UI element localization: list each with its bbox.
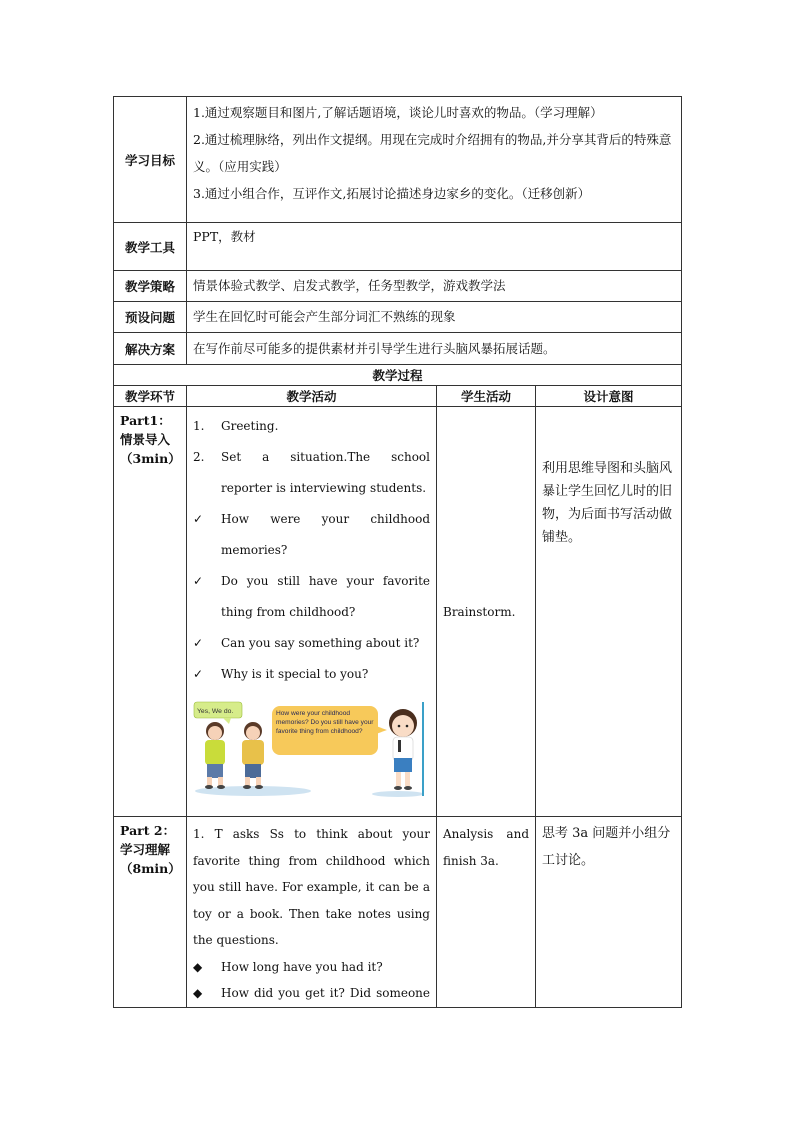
question-text: How were your childhood memories?	[221, 512, 430, 557]
solution-row	[114, 333, 682, 365]
header-design-intent: 设计意图	[536, 386, 682, 407]
objective-3: 3.通过小组合作，互评作文,拓展讨论描述身边家乡的变化。（迁移创新）	[193, 186, 591, 201]
part1-step-1	[193, 411, 430, 442]
diamond-icon: ◆	[193, 959, 203, 974]
part1-question-3	[193, 628, 430, 659]
process-title-row	[114, 365, 682, 386]
part1-duration: （3min）	[120, 451, 181, 466]
problems-value: 学生在回忆时可能会产生部分词汇不熟练的现象	[187, 302, 682, 333]
part2-student-activity: Analysis and finish 3a.	[437, 817, 536, 1008]
objectives-label: 学习目标	[114, 97, 187, 223]
objective-2: 2.通过梳理脉络，列出作文提纲。用现在完成时介绍拥有的物品,并分享其背后的特殊意义。（应用实践）	[193, 132, 672, 174]
step-text: Greeting.	[221, 419, 279, 433]
strategy-label: 教学策略	[114, 271, 187, 302]
solution-value: 在写作前尽可能多的提供素材并引导学生进行头脑风暴拓展话题。	[187, 333, 682, 365]
solution-label: 解决方案	[114, 333, 187, 365]
question-text: Do you still have your favorite thing from childhood?	[221, 574, 430, 619]
check-icon: ✓	[193, 512, 204, 526]
header-teacher-activity: 教学活动	[187, 386, 437, 407]
part2-name: Part 2：	[120, 823, 176, 838]
part2-duration: （8min）	[120, 861, 181, 876]
part2-intro: 1. T asks Ss to think about your favorite thing from childhood which you still have. For example, it can be a toy or a book. Then take notes using the questions.	[193, 827, 430, 947]
problems-row	[114, 302, 682, 333]
bullet-text: How did you get it? Did someone	[221, 986, 430, 1000]
bubble-right-text: How were your childhood memories? Do you still have your favorite thing from childhood?	[276, 710, 374, 735]
objectives-content	[187, 97, 682, 223]
part2-bullet-1	[193, 954, 430, 981]
part1-question-2	[193, 566, 430, 628]
part1-title: 情景导入	[120, 432, 171, 447]
process-header-row	[114, 386, 682, 407]
part2-design-intent: 思考 3a 问题并小组分工讨论。	[536, 817, 682, 1008]
bubble-left-text: Yes, We do.	[197, 708, 234, 715]
check-icon: ✓	[193, 667, 204, 681]
header-stage: 教学环节	[114, 386, 187, 407]
part1-row	[114, 407, 682, 817]
question-text: Can you say something about it?	[221, 636, 420, 650]
question-text: Why is it special to you?	[221, 667, 369, 681]
step-text: Set a situation.The school reporter is interviewing students.	[221, 450, 430, 495]
part1-design-intent: 利用思维导图和头脑风暴让学生回忆儿时的旧物，为后面书写活动做铺垫。	[536, 407, 682, 817]
step-number: 1.	[193, 419, 205, 433]
part2-bullet-2	[193, 980, 430, 1007]
part1-teacher-activity	[187, 407, 437, 817]
strategy-row	[114, 271, 682, 302]
check-icon: ✓	[193, 574, 204, 588]
part2-title: 学习理解	[120, 842, 171, 857]
step-number: 2.	[193, 450, 205, 464]
header-student-activity: 学生活动	[437, 386, 536, 407]
part1-name: Part1：	[120, 413, 171, 428]
part1-stage	[114, 407, 187, 817]
process-title: 教学过程	[114, 365, 682, 386]
part1-student-activity: Brainstorm.	[437, 407, 536, 817]
lesson-plan-table	[113, 96, 682, 1008]
part1-question-4	[193, 659, 430, 690]
problems-label: 预设问题	[114, 302, 187, 333]
diamond-icon: ◆	[193, 986, 203, 1000]
tools-row	[114, 223, 682, 271]
part1-question-1	[193, 504, 430, 566]
check-icon: ✓	[193, 636, 204, 650]
objectives-row	[114, 97, 682, 223]
part2-row	[114, 817, 682, 1008]
bullet-text: How long have you had it?	[221, 959, 383, 974]
part2-stage	[114, 817, 187, 1008]
strategy-value: 情景体验式教学、启发式教学，任务型教学，游戏教学法	[187, 271, 682, 302]
tools-value: PPT，教材	[187, 223, 682, 271]
objective-1: 1.通过观察题目和图片,了解话题语境，谈论儿时喜欢的物品。（学习理解）	[193, 105, 603, 120]
part1-step-2	[193, 442, 430, 504]
part2-teacher-activity	[187, 817, 437, 1008]
classroom-illustration	[193, 700, 425, 798]
tools-label: 教学工具	[114, 223, 187, 271]
